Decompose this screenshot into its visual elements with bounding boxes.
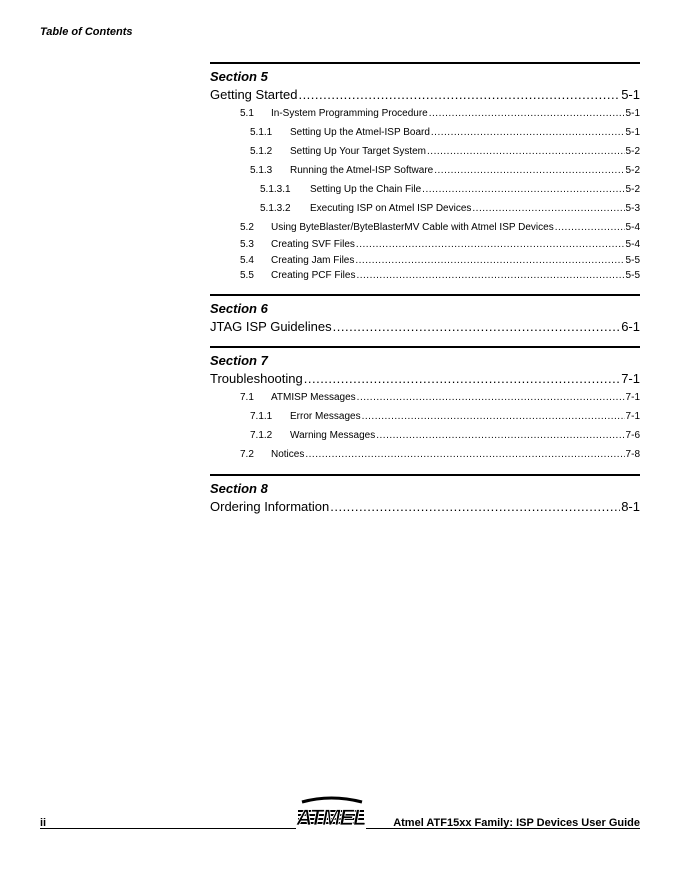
entry-title: Ordering Information	[210, 498, 330, 514]
entry-number: 7.2	[240, 448, 254, 460]
entry-title: Setting Up Your Target System	[290, 146, 427, 157]
entry-number: 5.1.3.2	[260, 203, 291, 214]
dot-leader	[305, 445, 624, 464]
entry-number: 7.1	[240, 391, 254, 403]
toc-entry[interactable]	[210, 268, 640, 284]
dot-leader	[472, 199, 624, 218]
entry-number: 5.1.3	[250, 165, 273, 176]
entry-number: 5.3	[240, 239, 254, 250]
dot-leader	[304, 369, 620, 388]
toc-entry[interactable]	[210, 237, 640, 253]
entry-number: 5.1.1	[250, 127, 273, 138]
entry-title: Setting Up the Atmel-ISP Board	[290, 127, 430, 138]
footer-page-number: ii	[40, 817, 47, 829]
entry-page: 5-4	[625, 222, 640, 233]
toc-entry[interactable]	[210, 123, 640, 142]
svg-text:ATMEL: ATMEL	[296, 805, 366, 830]
entry-page: 5-5	[625, 254, 640, 266]
entry-number: 5.4	[240, 254, 254, 266]
toc-entry[interactable]	[210, 161, 640, 180]
toc-section	[210, 62, 640, 284]
entry-title: Setting Up the Chain File	[310, 184, 422, 195]
dot-leader	[355, 253, 624, 269]
dot-leader	[555, 218, 625, 237]
dot-leader	[356, 237, 625, 253]
footer-document-title: Atmel ATF15xx Family: ISP Devices User Guide	[393, 817, 640, 829]
entry-page: 7-1	[621, 370, 640, 386]
toc-entry[interactable]	[210, 104, 640, 123]
toc-entry[interactable]	[210, 180, 640, 199]
entry-title: Notices	[271, 448, 305, 460]
dot-leader	[330, 497, 620, 516]
entry-title: Warning Messages	[290, 429, 376, 441]
dot-leader	[434, 161, 624, 180]
toc-main-entry[interactable]	[210, 369, 640, 388]
toc-entry[interactable]	[210, 199, 640, 218]
entry-number: 7.1.1	[250, 410, 273, 422]
dot-leader	[429, 104, 625, 123]
entry-title: JTAG ISP Guidelines	[210, 318, 332, 334]
entry-page: 5-4	[625, 239, 640, 250]
entry-page: 5-3	[625, 203, 640, 214]
entry-page: 6-1	[621, 318, 640, 334]
entry-page: 5-1	[621, 87, 640, 102]
toc-entry[interactable]	[210, 426, 640, 445]
toc-main-entry[interactable]	[210, 497, 640, 516]
entry-title: Running the Atmel-ISP Software	[290, 165, 434, 176]
entry-title: In-System Programming Procedure	[271, 108, 428, 119]
entry-title: Troubleshooting	[210, 370, 303, 386]
entry-title: Getting Started	[210, 87, 298, 102]
entry-title: Executing ISP on Atmel ISP Devices	[310, 203, 472, 214]
toc-entry[interactable]	[210, 445, 640, 464]
toc-main-entry[interactable]	[210, 317, 640, 336]
dot-leader	[422, 180, 624, 199]
dot-leader	[333, 317, 621, 336]
entry-number: 7.1.2	[250, 429, 273, 441]
dot-leader	[431, 123, 625, 142]
dot-leader	[357, 388, 625, 407]
dot-leader	[362, 407, 625, 426]
toc-entry[interactable]	[210, 407, 640, 426]
section-label: Section 8	[210, 480, 268, 496]
toc-section	[210, 346, 640, 464]
entry-page: 5-2	[625, 184, 640, 195]
dot-leader	[298, 85, 620, 104]
section-label: Section 6	[210, 300, 268, 316]
entry-page: 5-1	[625, 108, 640, 119]
toc-section	[210, 294, 640, 336]
entry-page: 7-8	[625, 448, 640, 460]
toc-entry[interactable]	[210, 142, 640, 161]
entry-title: ATMISP Messages	[271, 391, 356, 403]
dot-leader	[427, 142, 625, 161]
entry-page: 5-5	[625, 270, 640, 281]
entry-number: 5.1	[240, 108, 254, 119]
toc-entry[interactable]	[210, 218, 640, 237]
entry-number: 5.1.3.1	[260, 184, 291, 195]
entry-title: Creating Jam Files	[271, 254, 355, 266]
entry-page: 5-2	[625, 165, 640, 176]
entry-number: 5.2	[240, 222, 254, 233]
dot-leader	[376, 426, 624, 445]
dot-leader	[356, 268, 624, 284]
entry-title: Error Messages	[290, 410, 361, 422]
table-of-contents	[210, 62, 640, 526]
page-header-title: Table of Contents	[40, 26, 133, 38]
atmel-logo	[296, 796, 366, 830]
entry-number: 5.1.2	[250, 146, 273, 157]
entry-number: 5.5	[240, 270, 254, 281]
entry-title: Creating PCF Files	[271, 270, 356, 281]
entry-page: 5-1	[625, 127, 640, 138]
entry-title: Using ByteBlaster/ByteBlasterMV Cable with Atmel ISP Devices	[271, 222, 554, 233]
entry-page: 8-1	[621, 498, 640, 514]
toc-main-entry[interactable]	[210, 85, 640, 104]
section-label: Section 5	[210, 69, 268, 84]
toc-section	[210, 474, 640, 516]
entry-page: 7-6	[625, 429, 640, 441]
entry-page: 7-1	[625, 391, 640, 403]
entry-page: 7-1	[625, 410, 640, 422]
entry-page: 5-2	[625, 146, 640, 157]
toc-entry[interactable]	[210, 253, 640, 269]
section-label: Section 7	[210, 352, 268, 368]
entry-title: Creating SVF Files	[271, 239, 355, 250]
toc-entry[interactable]	[210, 388, 640, 407]
